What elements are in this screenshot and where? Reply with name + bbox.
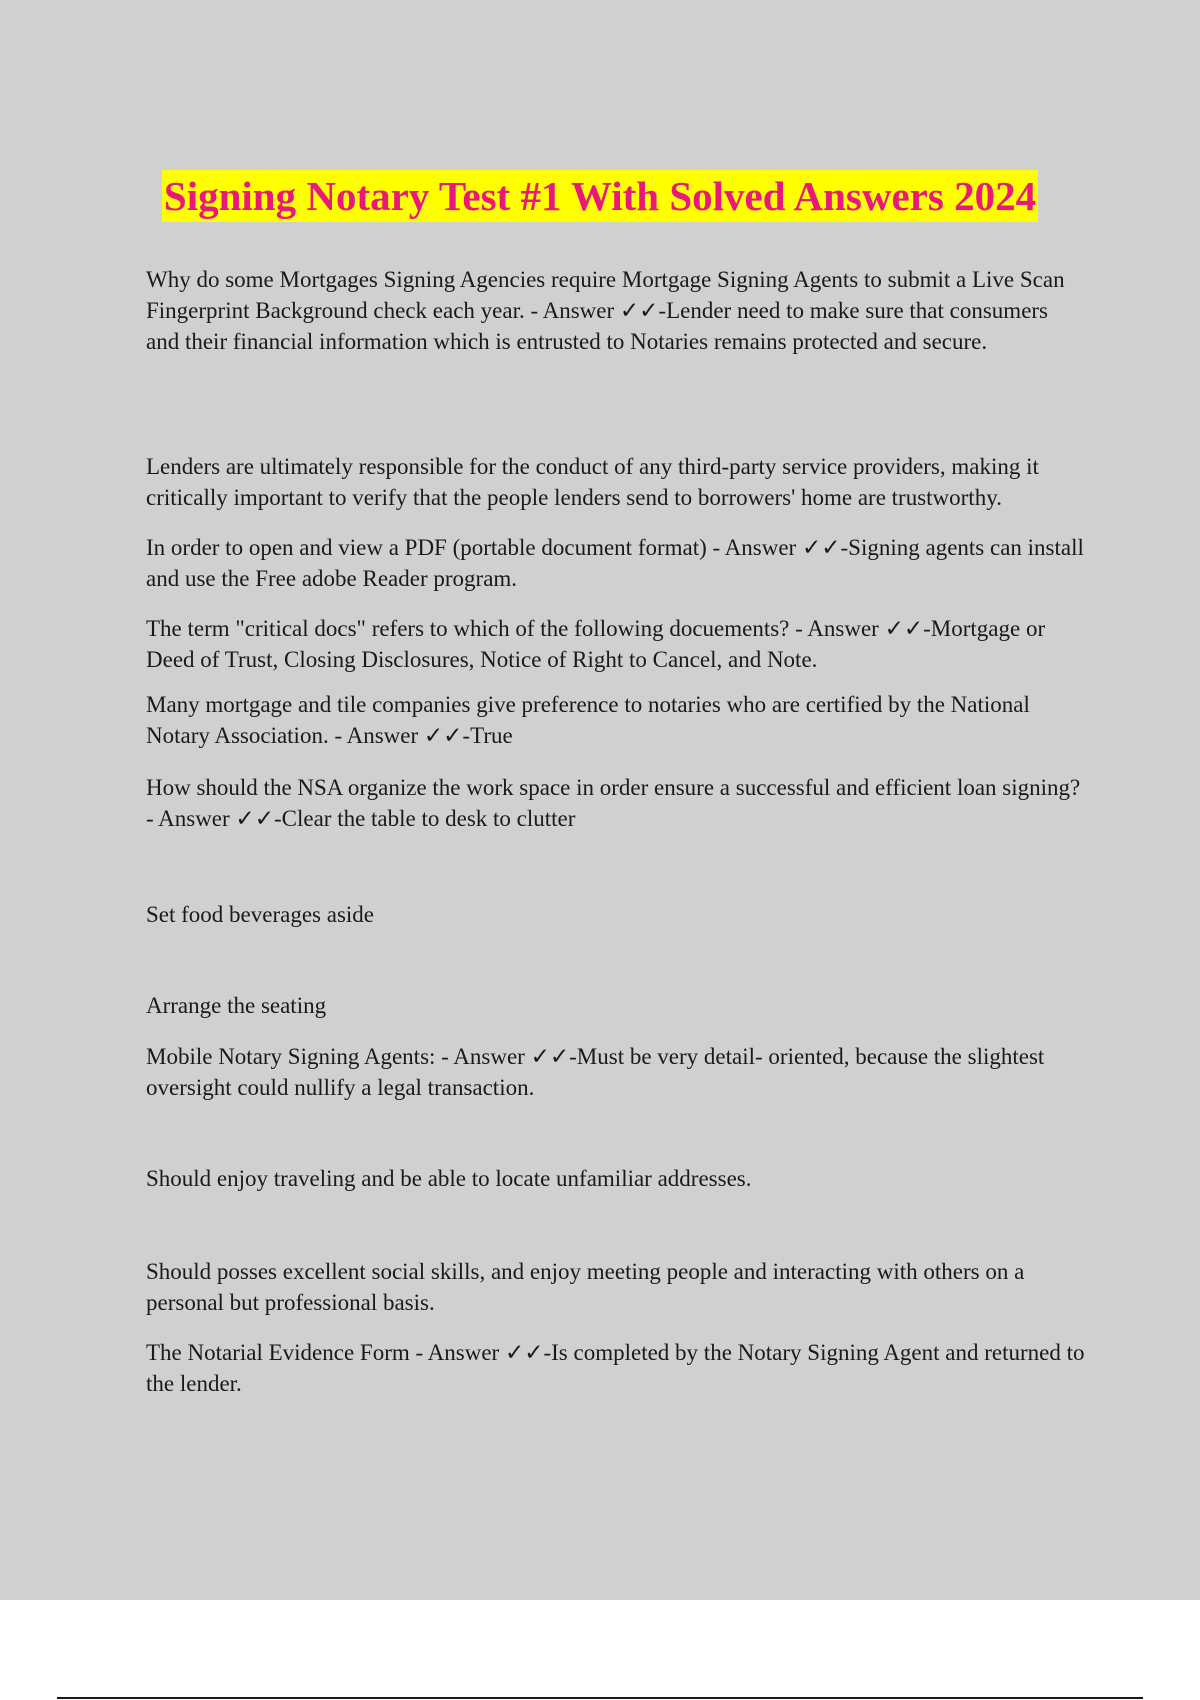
paragraph-7: Set food beverages aside (146, 902, 375, 927)
paragraph-5: Many mortgage and tile companies give preference to notaries who are certified by the National Notary Association. - Answer ✓✓-True (146, 692, 1030, 748)
paragraph-3: In order to open and view a PDF (portable document format) - Answer ✓✓-Signing agents can install and use the Free adobe Reader program. (146, 535, 1084, 591)
paragraph-8: Arrange the seating (146, 993, 327, 1018)
paragraph-11: Should posses excellent social skills, and enjoy meeting people and interacting with others on a personal but professional basis. (146, 1259, 1025, 1315)
document-title: Signing Notary Test #1 With Solved Answers 2024 (162, 170, 1038, 222)
footer-divider (57, 1697, 1143, 1699)
paragraph-2: Lenders are ultimately responsible for the conduct of any third-party service providers, making it critically important to verify that the people lenders send to borrowers' home are trustworthy. (146, 454, 1039, 510)
paragraph-12: The Notarial Evidence Form - Answer ✓✓-Is completed by the Notary Signing Agent and returned to the lender. (146, 1340, 1085, 1396)
paragraph-1: Why do some Mortgages Signing Agencies require Mortgage Signing Agents to submit a Live Scan Fingerprint Background check each year. - Answer ✓✓-Lender need to make sure that consumers and their financial information which is entrusted to Notaries remains protected and secure. (146, 267, 1065, 354)
paragraph-4: The term "critical docs" refers to which of the following docuements? - Answer ✓✓-Mortgage or Deed of Trust, Closing Disclosures, Notice of Right to Cancel, and Note. (146, 616, 1046, 672)
paragraph-9: Mobile Notary Signing Agents: - Answer ✓✓-Must be very detail- oriented, because the slightest oversight could nullify a legal transaction. (146, 1044, 1045, 1100)
paragraph-10: Should enjoy traveling and be able to locate unfamiliar addresses. (146, 1166, 752, 1191)
title-wrapper (0, 170, 1200, 222)
paragraph-6: How should the NSA organize the work space in order ensure a successful and efficient loan signing? - Answer ✓✓-Clear the table to desk to clutter (146, 775, 1081, 831)
